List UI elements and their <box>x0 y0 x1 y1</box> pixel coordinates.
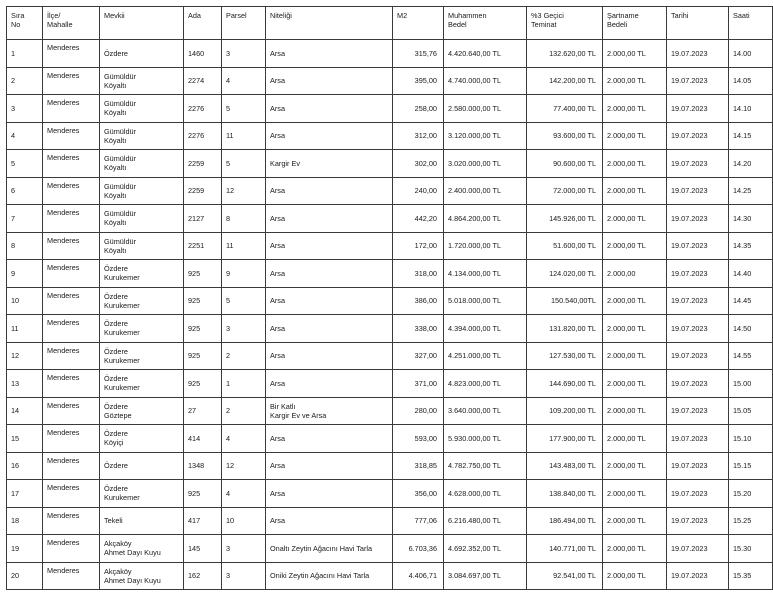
cell-sartname-bedeli: 2.000,00 TL <box>603 452 667 480</box>
cell-niteligi: Arsa <box>266 260 393 288</box>
cell-ada: 925 <box>184 370 222 398</box>
cell-sira-no: 15 <box>7 425 43 453</box>
cell-niteligi: Arsa <box>266 315 393 343</box>
cell-parsel: 5 <box>222 150 266 178</box>
cell-sira-no: 8 <box>7 232 43 260</box>
cell-ilce-mahalle: Menderes <box>43 95 100 123</box>
cell-ilce-mahalle: Menderes <box>43 40 100 68</box>
cell-parsel: 1 <box>222 370 266 398</box>
cell-sira-no: 12 <box>7 342 43 370</box>
cell-sira-no: 20 <box>7 562 43 590</box>
cell-m2: 318,00 <box>393 260 444 288</box>
cell-muhammen-bedel: 4.740.000,00 TL <box>444 67 527 95</box>
table-header <box>7 7 773 40</box>
cell-ilce-mahalle: Menderes <box>43 232 100 260</box>
cell-ilce-mahalle: Menderes <box>43 177 100 205</box>
cell-parsel: 8 <box>222 205 266 233</box>
header-niteligi: Niteliği <box>266 7 393 40</box>
cell-niteligi: Arsa <box>266 480 393 508</box>
table-row <box>7 425 773 453</box>
cell-m2: 258,00 <box>393 95 444 123</box>
cell-sartname-bedeli: 2.000,00 TL <box>603 150 667 178</box>
cell-saati: 14.40 <box>729 260 773 288</box>
cell-m2: 593,00 <box>393 425 444 453</box>
cell-saati: 15.15 <box>729 452 773 480</box>
header-sira-no: Sıra No <box>7 7 43 40</box>
cell-mevkii: Gümüldür Köyaltı <box>100 205 184 233</box>
table-row <box>7 232 773 260</box>
cell-sira-no: 5 <box>7 150 43 178</box>
header-m2: M2 <box>393 7 444 40</box>
table-row <box>7 177 773 205</box>
cell-gecici-teminat: 140.771,00 TL <box>527 535 603 563</box>
cell-parsel: 12 <box>222 177 266 205</box>
cell-mevkii: Özdere Kurukemer <box>100 287 184 315</box>
cell-gecici-teminat: 143.483,00 TL <box>527 452 603 480</box>
auction-table <box>6 6 773 590</box>
cell-gecici-teminat: 124.020,00 TL <box>527 260 603 288</box>
table-row <box>7 535 773 563</box>
cell-gecici-teminat: 177.900,00 TL <box>527 425 603 453</box>
cell-sartname-bedeli: 2.000,00 TL <box>603 370 667 398</box>
table-row <box>7 122 773 150</box>
cell-mevkii: Özdere Köyiçi <box>100 425 184 453</box>
cell-niteligi: Oniki Zeytin Ağacını Havi Tarla <box>266 562 393 590</box>
cell-sartname-bedeli: 2.000,00 TL <box>603 425 667 453</box>
cell-gecici-teminat: 132.620,00 TL <box>527 40 603 68</box>
cell-sartname-bedeli: 2.000,00 TL <box>603 67 667 95</box>
cell-niteligi: Arsa <box>266 287 393 315</box>
cell-muhammen-bedel: 4.134.000,00 TL <box>444 260 527 288</box>
cell-ilce-mahalle: Menderes <box>43 397 100 425</box>
cell-ilce-mahalle: Menderes <box>43 150 100 178</box>
cell-tarihi: 19.07.2023 <box>667 342 729 370</box>
cell-muhammen-bedel: 4.864.200,00 TL <box>444 205 527 233</box>
cell-sira-no: 9 <box>7 260 43 288</box>
cell-niteligi: Arsa <box>266 232 393 260</box>
table-row <box>7 397 773 425</box>
cell-gecici-teminat: 138.840,00 TL <box>527 480 603 508</box>
cell-m2: 172,00 <box>393 232 444 260</box>
cell-m2: 4.406,71 <box>393 562 444 590</box>
cell-ilce-mahalle: Menderes <box>43 315 100 343</box>
cell-ilce-mahalle: Menderes <box>43 425 100 453</box>
cell-muhammen-bedel: 4.420.640,00 TL <box>444 40 527 68</box>
cell-tarihi: 19.07.2023 <box>667 205 729 233</box>
cell-ada: 925 <box>184 260 222 288</box>
cell-tarihi: 19.07.2023 <box>667 260 729 288</box>
cell-parsel: 5 <box>222 287 266 315</box>
cell-niteligi: Arsa <box>266 425 393 453</box>
cell-mevkii: Akçaköy Ahmet Dayı Kuyu <box>100 535 184 563</box>
cell-sira-no: 18 <box>7 507 43 535</box>
cell-mevkii: Özdere Kurukemer <box>100 315 184 343</box>
cell-ilce-mahalle: Menderes <box>43 507 100 535</box>
cell-m2: 318,85 <box>393 452 444 480</box>
cell-ada: 2251 <box>184 232 222 260</box>
cell-ada: 2259 <box>184 177 222 205</box>
cell-saati: 15.20 <box>729 480 773 508</box>
cell-tarihi: 19.07.2023 <box>667 122 729 150</box>
cell-mevkii: Özdere Kurukemer <box>100 342 184 370</box>
cell-mevkii: Gümüldür Köyaltı <box>100 150 184 178</box>
cell-muhammen-bedel: 3.640.000,00 TL <box>444 397 527 425</box>
cell-parsel: 10 <box>222 507 266 535</box>
cell-tarihi: 19.07.2023 <box>667 287 729 315</box>
cell-tarihi: 19.07.2023 <box>667 315 729 343</box>
table-row <box>7 452 773 480</box>
header-muhammen-bedel: Muhammen Bedel <box>444 7 527 40</box>
cell-sartname-bedeli: 2.000,00 TL <box>603 562 667 590</box>
cell-mevkii: Gümüldür Köyaltı <box>100 177 184 205</box>
cell-m2: 315,76 <box>393 40 444 68</box>
cell-sartname-bedeli: 2.000,00 TL <box>603 315 667 343</box>
cell-saati: 14.30 <box>729 205 773 233</box>
cell-muhammen-bedel: 4.823.000,00 TL <box>444 370 527 398</box>
cell-niteligi: Arsa <box>266 205 393 233</box>
cell-tarihi: 19.07.2023 <box>667 425 729 453</box>
cell-muhammen-bedel: 4.394.000,00 TL <box>444 315 527 343</box>
header-row <box>7 7 773 40</box>
cell-mevkii: Tekeli <box>100 507 184 535</box>
cell-muhammen-bedel: 5.930.000,00 TL <box>444 425 527 453</box>
cell-sartname-bedeli: 2.000,00 TL <box>603 287 667 315</box>
cell-gecici-teminat: 51.600,00 TL <box>527 232 603 260</box>
header-saati: Saati <box>729 7 773 40</box>
cell-sira-no: 7 <box>7 205 43 233</box>
cell-muhammen-bedel: 2.400.000,00 TL <box>444 177 527 205</box>
cell-ada: 27 <box>184 397 222 425</box>
cell-ilce-mahalle: Menderes <box>43 480 100 508</box>
cell-m2: 302,00 <box>393 150 444 178</box>
cell-m2: 312,00 <box>393 122 444 150</box>
cell-muhammen-bedel: 3.084.697,00 TL <box>444 562 527 590</box>
cell-m2: 6.703,36 <box>393 535 444 563</box>
cell-m2: 327,00 <box>393 342 444 370</box>
table-row <box>7 315 773 343</box>
cell-ilce-mahalle: Menderes <box>43 67 100 95</box>
cell-mevkii: Gümüldür Köyaltı <box>100 95 184 123</box>
cell-parsel: 4 <box>222 425 266 453</box>
cell-saati: 14.55 <box>729 342 773 370</box>
cell-mevkii: Gümüldür Köyaltı <box>100 67 184 95</box>
cell-mevkii: Özdere Kurukemer <box>100 260 184 288</box>
cell-tarihi: 19.07.2023 <box>667 95 729 123</box>
cell-gecici-teminat: 72.000,00 TL <box>527 177 603 205</box>
cell-sira-no: 13 <box>7 370 43 398</box>
cell-muhammen-bedel: 4.628.000,00 TL <box>444 480 527 508</box>
cell-ilce-mahalle: Menderes <box>43 287 100 315</box>
table-row <box>7 507 773 535</box>
cell-ada: 2127 <box>184 205 222 233</box>
cell-tarihi: 19.07.2023 <box>667 480 729 508</box>
cell-gecici-teminat: 93.600,00 TL <box>527 122 603 150</box>
cell-sartname-bedeli: 2.000,00 TL <box>603 205 667 233</box>
cell-m2: 777,06 <box>393 507 444 535</box>
cell-niteligi: Arsa <box>266 67 393 95</box>
cell-parsel: 3 <box>222 535 266 563</box>
cell-parsel: 3 <box>222 562 266 590</box>
cell-tarihi: 19.07.2023 <box>667 177 729 205</box>
cell-parsel: 9 <box>222 260 266 288</box>
cell-niteligi: Arsa <box>266 122 393 150</box>
cell-niteligi: Arsa <box>266 507 393 535</box>
cell-saati: 15.25 <box>729 507 773 535</box>
cell-gecici-teminat: 127.530,00 TL <box>527 342 603 370</box>
cell-parsel: 3 <box>222 315 266 343</box>
header-mevkii: Mevkii <box>100 7 184 40</box>
cell-parsel: 4 <box>222 67 266 95</box>
cell-mevkii: Akçaköy Ahmet Dayı Kuyu <box>100 562 184 590</box>
cell-sartname-bedeli: 2.000,00 TL <box>603 480 667 508</box>
cell-sartname-bedeli: 2.000,00 TL <box>603 40 667 68</box>
table-row <box>7 480 773 508</box>
table-row <box>7 95 773 123</box>
header-gecici-teminat: %3 Geçici Teminat <box>527 7 603 40</box>
cell-ada: 925 <box>184 480 222 508</box>
cell-niteligi: Arsa <box>266 370 393 398</box>
cell-tarihi: 19.07.2023 <box>667 67 729 95</box>
cell-gecici-teminat: 77.400,00 TL <box>527 95 603 123</box>
header-tarihi: Tarihi <box>667 7 729 40</box>
cell-gecici-teminat: 92.541,00 TL <box>527 562 603 590</box>
cell-ilce-mahalle: Menderes <box>43 122 100 150</box>
cell-ada: 2276 <box>184 122 222 150</box>
cell-sira-no: 11 <box>7 315 43 343</box>
cell-mevkii: Gümüldür Köyaltı <box>100 122 184 150</box>
cell-m2: 280,00 <box>393 397 444 425</box>
cell-gecici-teminat: 145.926,00 TL <box>527 205 603 233</box>
cell-m2: 371,00 <box>393 370 444 398</box>
cell-niteligi: Onaltı Zeytin Ağacını Havi Tarla <box>266 535 393 563</box>
table-row <box>7 370 773 398</box>
cell-mevkii: Gümüldür Köyaltı <box>100 232 184 260</box>
cell-saati: 14.05 <box>729 67 773 95</box>
cell-gecici-teminat: 150.540,00TL <box>527 287 603 315</box>
cell-tarihi: 19.07.2023 <box>667 535 729 563</box>
cell-ada: 162 <box>184 562 222 590</box>
cell-saati: 15.10 <box>729 425 773 453</box>
cell-tarihi: 19.07.2023 <box>667 452 729 480</box>
cell-saati: 15.35 <box>729 562 773 590</box>
cell-muhammen-bedel: 4.251.000,00 TL <box>444 342 527 370</box>
cell-sartname-bedeli: 2.000,00 TL <box>603 122 667 150</box>
cell-saati: 15.05 <box>729 397 773 425</box>
cell-sira-no: 14 <box>7 397 43 425</box>
cell-sira-no: 16 <box>7 452 43 480</box>
cell-saati: 15.30 <box>729 535 773 563</box>
cell-sira-no: 2 <box>7 67 43 95</box>
cell-m2: 442,20 <box>393 205 444 233</box>
cell-mevkii: Özdere Göztepe <box>100 397 184 425</box>
cell-ilce-mahalle: Menderes <box>43 562 100 590</box>
header-ada: Ada <box>184 7 222 40</box>
table-row <box>7 562 773 590</box>
cell-sartname-bedeli: 2.000,00 TL <box>603 95 667 123</box>
cell-gecici-teminat: 131.820,00 TL <box>527 315 603 343</box>
cell-ada: 145 <box>184 535 222 563</box>
cell-parsel: 2 <box>222 397 266 425</box>
cell-sira-no: 3 <box>7 95 43 123</box>
cell-ilce-mahalle: Menderes <box>43 260 100 288</box>
cell-mevkii: Özdere <box>100 40 184 68</box>
cell-tarihi: 19.07.2023 <box>667 562 729 590</box>
cell-saati: 14.00 <box>729 40 773 68</box>
cell-tarihi: 19.07.2023 <box>667 507 729 535</box>
cell-parsel: 3 <box>222 40 266 68</box>
cell-sira-no: 17 <box>7 480 43 508</box>
table-row <box>7 342 773 370</box>
cell-saati: 14.15 <box>729 122 773 150</box>
cell-ada: 1460 <box>184 40 222 68</box>
cell-m2: 356,00 <box>393 480 444 508</box>
cell-ada: 2276 <box>184 95 222 123</box>
cell-niteligi: Kargir Ev <box>266 150 393 178</box>
cell-ada: 925 <box>184 342 222 370</box>
cell-parsel: 11 <box>222 232 266 260</box>
cell-gecici-teminat: 186.494,00 TL <box>527 507 603 535</box>
cell-sartname-bedeli: 2.000,00 <box>603 260 667 288</box>
cell-sartname-bedeli: 2.000,00 TL <box>603 232 667 260</box>
cell-sira-no: 10 <box>7 287 43 315</box>
cell-parsel: 2 <box>222 342 266 370</box>
cell-saati: 14.45 <box>729 287 773 315</box>
cell-m2: 338,00 <box>393 315 444 343</box>
cell-gecici-teminat: 142.200,00 TL <box>527 67 603 95</box>
cell-ilce-mahalle: Menderes <box>43 535 100 563</box>
cell-ilce-mahalle: Menderes <box>43 342 100 370</box>
cell-saati: 15.00 <box>729 370 773 398</box>
cell-muhammen-bedel: 2.580.000,00 TL <box>444 95 527 123</box>
cell-tarihi: 19.07.2023 <box>667 397 729 425</box>
cell-ada: 417 <box>184 507 222 535</box>
cell-m2: 386,00 <box>393 287 444 315</box>
cell-muhammen-bedel: 4.692.352,00 TL <box>444 535 527 563</box>
cell-m2: 240,00 <box>393 177 444 205</box>
cell-saati: 14.50 <box>729 315 773 343</box>
cell-mevkii: Özdere Kurukemer <box>100 370 184 398</box>
cell-ada: 925 <box>184 287 222 315</box>
cell-ada: 414 <box>184 425 222 453</box>
cell-saati: 14.10 <box>729 95 773 123</box>
cell-ada: 925 <box>184 315 222 343</box>
cell-tarihi: 19.07.2023 <box>667 370 729 398</box>
cell-niteligi: Arsa <box>266 452 393 480</box>
cell-sira-no: 4 <box>7 122 43 150</box>
table-row <box>7 67 773 95</box>
cell-muhammen-bedel: 3.020.000,00 TL <box>444 150 527 178</box>
cell-saati: 14.20 <box>729 150 773 178</box>
cell-parsel: 11 <box>222 122 266 150</box>
cell-sartname-bedeli: 2.000,00 TL <box>603 535 667 563</box>
cell-niteligi: Arsa <box>266 177 393 205</box>
table-row <box>7 150 773 178</box>
cell-gecici-teminat: 109.200,00 TL <box>527 397 603 425</box>
cell-muhammen-bedel: 5.018.000,00 TL <box>444 287 527 315</box>
cell-gecici-teminat: 90.600,00 TL <box>527 150 603 178</box>
table-row <box>7 287 773 315</box>
cell-saati: 14.35 <box>729 232 773 260</box>
cell-sartname-bedeli: 2.000,00 TL <box>603 342 667 370</box>
cell-ada: 1348 <box>184 452 222 480</box>
cell-ada: 2274 <box>184 67 222 95</box>
cell-ilce-mahalle: Menderes <box>43 452 100 480</box>
cell-sira-no: 1 <box>7 40 43 68</box>
cell-sartname-bedeli: 2.000,00 TL <box>603 397 667 425</box>
cell-muhammen-bedel: 1.720.000,00 TL <box>444 232 527 260</box>
cell-m2: 395,00 <box>393 67 444 95</box>
cell-niteligi: Arsa <box>266 95 393 123</box>
cell-tarihi: 19.07.2023 <box>667 40 729 68</box>
cell-parsel: 12 <box>222 452 266 480</box>
cell-parsel: 4 <box>222 480 266 508</box>
cell-sira-no: 6 <box>7 177 43 205</box>
cell-sartname-bedeli: 2.000,00 TL <box>603 507 667 535</box>
cell-sartname-bedeli: 2.000,00 TL <box>603 177 667 205</box>
cell-gecici-teminat: 144.690,00 TL <box>527 370 603 398</box>
cell-tarihi: 19.07.2023 <box>667 232 729 260</box>
cell-sira-no: 19 <box>7 535 43 563</box>
cell-tarihi: 19.07.2023 <box>667 150 729 178</box>
cell-muhammen-bedel: 4.782.750,00 TL <box>444 452 527 480</box>
cell-niteligi: Arsa <box>266 342 393 370</box>
cell-muhammen-bedel: 6.216.480,00 TL <box>444 507 527 535</box>
table-row <box>7 260 773 288</box>
cell-niteligi: Arsa <box>266 40 393 68</box>
cell-mevkii: Özdere <box>100 452 184 480</box>
cell-niteligi: Bir Katlı Kargir Ev ve Arsa <box>266 397 393 425</box>
table-body <box>7 40 773 590</box>
header-sartname-bedeli: Şartname Bedeli <box>603 7 667 40</box>
header-parsel: Parsel <box>222 7 266 40</box>
table-row <box>7 205 773 233</box>
cell-ilce-mahalle: Menderes <box>43 370 100 398</box>
cell-ada: 2259 <box>184 150 222 178</box>
cell-saati: 14.25 <box>729 177 773 205</box>
cell-ilce-mahalle: Menderes <box>43 205 100 233</box>
cell-mevkii: Özdere Kurukemer <box>100 480 184 508</box>
table-row <box>7 40 773 68</box>
cell-muhammen-bedel: 3.120.000,00 TL <box>444 122 527 150</box>
header-ilce-mahalle: İlçe/ Mahalle <box>43 7 100 40</box>
cell-parsel: 5 <box>222 95 266 123</box>
